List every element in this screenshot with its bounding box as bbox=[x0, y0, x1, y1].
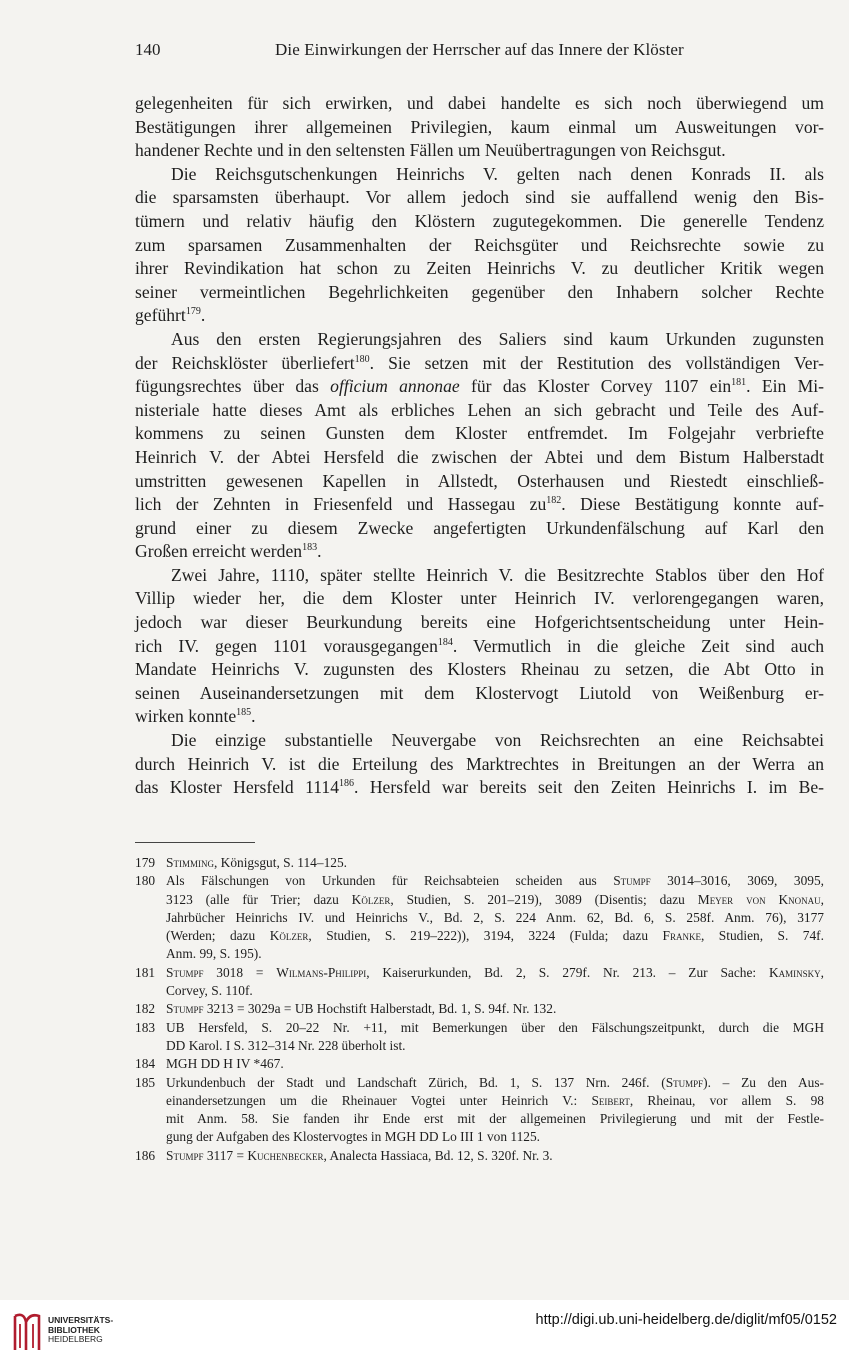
footnote-182: 182 Stumpf 3213 = 3029a = UB Hochstift Halberstadt, Bd. 1, S. 94f. Nr. 132. bbox=[135, 1001, 557, 1017]
paragraph-3: Aus den ersten Regierungsjahren des Saliers sind kaum Urkunden zugunsten der Reichsklöster überliefert$^{180}$. Sie setzen mit der Restitution des vollständigen Ver- fügungsrechtes über das officium annonae für das Kloster Corvey 1107 ein$^{181}$. Ein Mi- nisteriale hatte dieses Amt als erbliches Lehen an sich gebracht und Teile des Auf- kommens zu seinen Gunsten dem Kloster entfremdet. Im Folgejahr verbriefte Heinrich V. der Abtei Hersfeld die zwischen der Abtei und dem Bistum Halberstadt umstritten gewesenen Kapellen in Allstedt, Osterhausen und Riestedt einschließ- lich der Zehnten in Friesenfeld und Hassegau $zu^{182}$. Diese Bestätigung konnte auf- grund einer zu diesem Zwecke angefertigten Urkundenfälschung auf Karl den Großen erreicht werden$^{183}$. bbox=[135, 328, 824, 562]
footnote-180: 180 Als Fälschungen von Urkunden für Reichsabteien scheiden aus Stumpf 3014–3016, 3069, 3095, 3123 (alle für Trier; dazu Kölzer, Studien, S. 201–219), 3089 (Disentis; dazu Meyer von Knonau, Jahrbücher Heinrichs IV. und Heinrichs V., Bd. 2, S. 224 Anm. 62, Bd. 6, S. 258f. Anm. 76), 3177 (Werden; dazu Kölzer, Studien, S. 219–222)), 3194, 3224 (Fulda; dazu Franke, Studien, S. 74f. Anm. 99, S. 195). bbox=[135, 873, 825, 962]
library-name: UNIVERSITÄTS- BIBLIOTHEK HEIDELBERG bbox=[48, 1315, 114, 1344]
main-text bbox=[135, 92, 824, 800]
footnote-ref-184[interactable]: 184 bbox=[437, 636, 453, 648]
footnote-186: 186 Stumpf 3117 = Kuchenbecker, Analecta Hassiaca, Bd. 12, S. 320f. Nr. 3. bbox=[135, 1147, 553, 1163]
paragraph-4: Zwei Jahre, 1110, später stellte Heinrich V. die Besitzrechte Stablos über den Hof Villip wieder her, die dem Kloster unter Heinrich IV. verlorengegangen waren, jedoch war dieser Beurkundung bereits eine Hofgerichtsentscheidung unter Hein- rich IV. gegen 1101 vorausgegangen$^{184}$. Vermutlich in die gleiche Zeit sind auch Mandate Heinrichs V. zugunsten des Klosters Rheinau zu setzen, die Abt Otto in seinen Auseinandersetzungen mit dem Klostervogt Liutold von Weißenburg er- wirken konnte$^{185}$. bbox=[135, 564, 824, 727]
source-url-link[interactable]: http://digi.ub.uni-heidelberg.de/diglit/mf05/0152 bbox=[535, 1312, 837, 1328]
footnote-184: 184 MGH DD H IV *467. bbox=[135, 1056, 284, 1072]
footnote-179: 179 Stimming, Königsgut, S. 114–125. bbox=[135, 855, 348, 870]
footnote-ref-180[interactable]: 180 bbox=[354, 353, 370, 365]
footnotes bbox=[135, 854, 824, 1165]
footnote-divider bbox=[135, 842, 255, 843]
footnote-ref-185[interactable]: 185 bbox=[236, 707, 252, 719]
footnote-ref-186[interactable]: 186 bbox=[339, 778, 355, 790]
paragraph-1: gelegenheiten für sich erwirken, und dabei handelte es sich noch überwiegend um Bestätigungen ihrer allgemeinen Privilegien, kaum einmal um Ausweitungen vor- handener Rechte und in den seltensten Fällen um Neuübertragungen von Reichsgut. bbox=[135, 93, 824, 161]
footnote-183: 183 UB Hersfeld, S. 20–22 Nr. +11, mit Bemerkungen über den Fälschungszeitpunkt, durch die MGH DD Karol. I S. 312–314 Nr. 228 überholt ist. bbox=[135, 1019, 824, 1053]
running-title: Die Einwirkungen der Herrscher auf das Innere der Klöster bbox=[275, 40, 684, 59]
page-number: 140 bbox=[135, 40, 161, 59]
paragraph-5: Die einzige substantielle Neuvergabe von Reichsrechten an eine Reichsabtei durch Heinrich V. ist die Erteilung des Marktrechtes in Breitungen an der Werra an das Kloster Hersfeld 1114$^{186}$. Hersfeld war bereits seit den Zeiten Heinrichs I. im Be- bbox=[135, 730, 824, 798]
page-footer bbox=[0, 1300, 849, 1365]
paragraph-2: Die Reichsgutschenkungen Heinrichs V. gelten nach denen Konrads II. als die sparsamsten überhaupt. Vor allem jedoch sind sie auffallend wenig den Bis- tümern und relativ häufig den Klöstern zugutegekommen. Die generelle Tendenz zum sparsamen Zusammenhalten der Reichsgüter und Reichsrechte sowie zu ihrer Revindikation hat schon zu Zeiten Heinrichs V. zu deutlicher Kritik wegen seiner vermeintlichen Begehrlichkeiten gegenüber den Inhabern solcher Rechte geführt$^{179}$. bbox=[135, 163, 824, 326]
footnote-ref-179[interactable]: 179 bbox=[185, 306, 201, 318]
footnote-181: 181 Stumpf 3018 = Wilmans-Philippi, Kaiserurkunden, Bd. 2, S. 279f. Nr. 213. – Zur Sache: Kaminsky, Corvey, S. 110f. bbox=[135, 964, 824, 999]
page-header bbox=[135, 40, 819, 66]
footnote-ref-183[interactable]: 183 bbox=[302, 542, 318, 554]
footnote-ref-182[interactable]: 182 bbox=[546, 495, 562, 507]
footnote-ref-181[interactable]: 181 bbox=[731, 377, 747, 389]
footnote-185: 185 Urkundenbuch der Stadt und Landschaft Zürich, Bd. 1, S. 137 Nrn. 246f. (Stumpf). – Zu den Aus- einandersetzungen um die Rheinauer Vogtei unter Heinrich V.: Seibert, Rheinau, vor allem S. 98 mit Anm. 58. Sie fanden ihr Ende erst mit der allgemeinen Privilegierung und mit der Festle- gung der Aufgaben des Klostervogtes in MGH DD Lo III 1 von 1125. bbox=[135, 1074, 824, 1145]
library-logo-icon bbox=[12, 1310, 42, 1354]
